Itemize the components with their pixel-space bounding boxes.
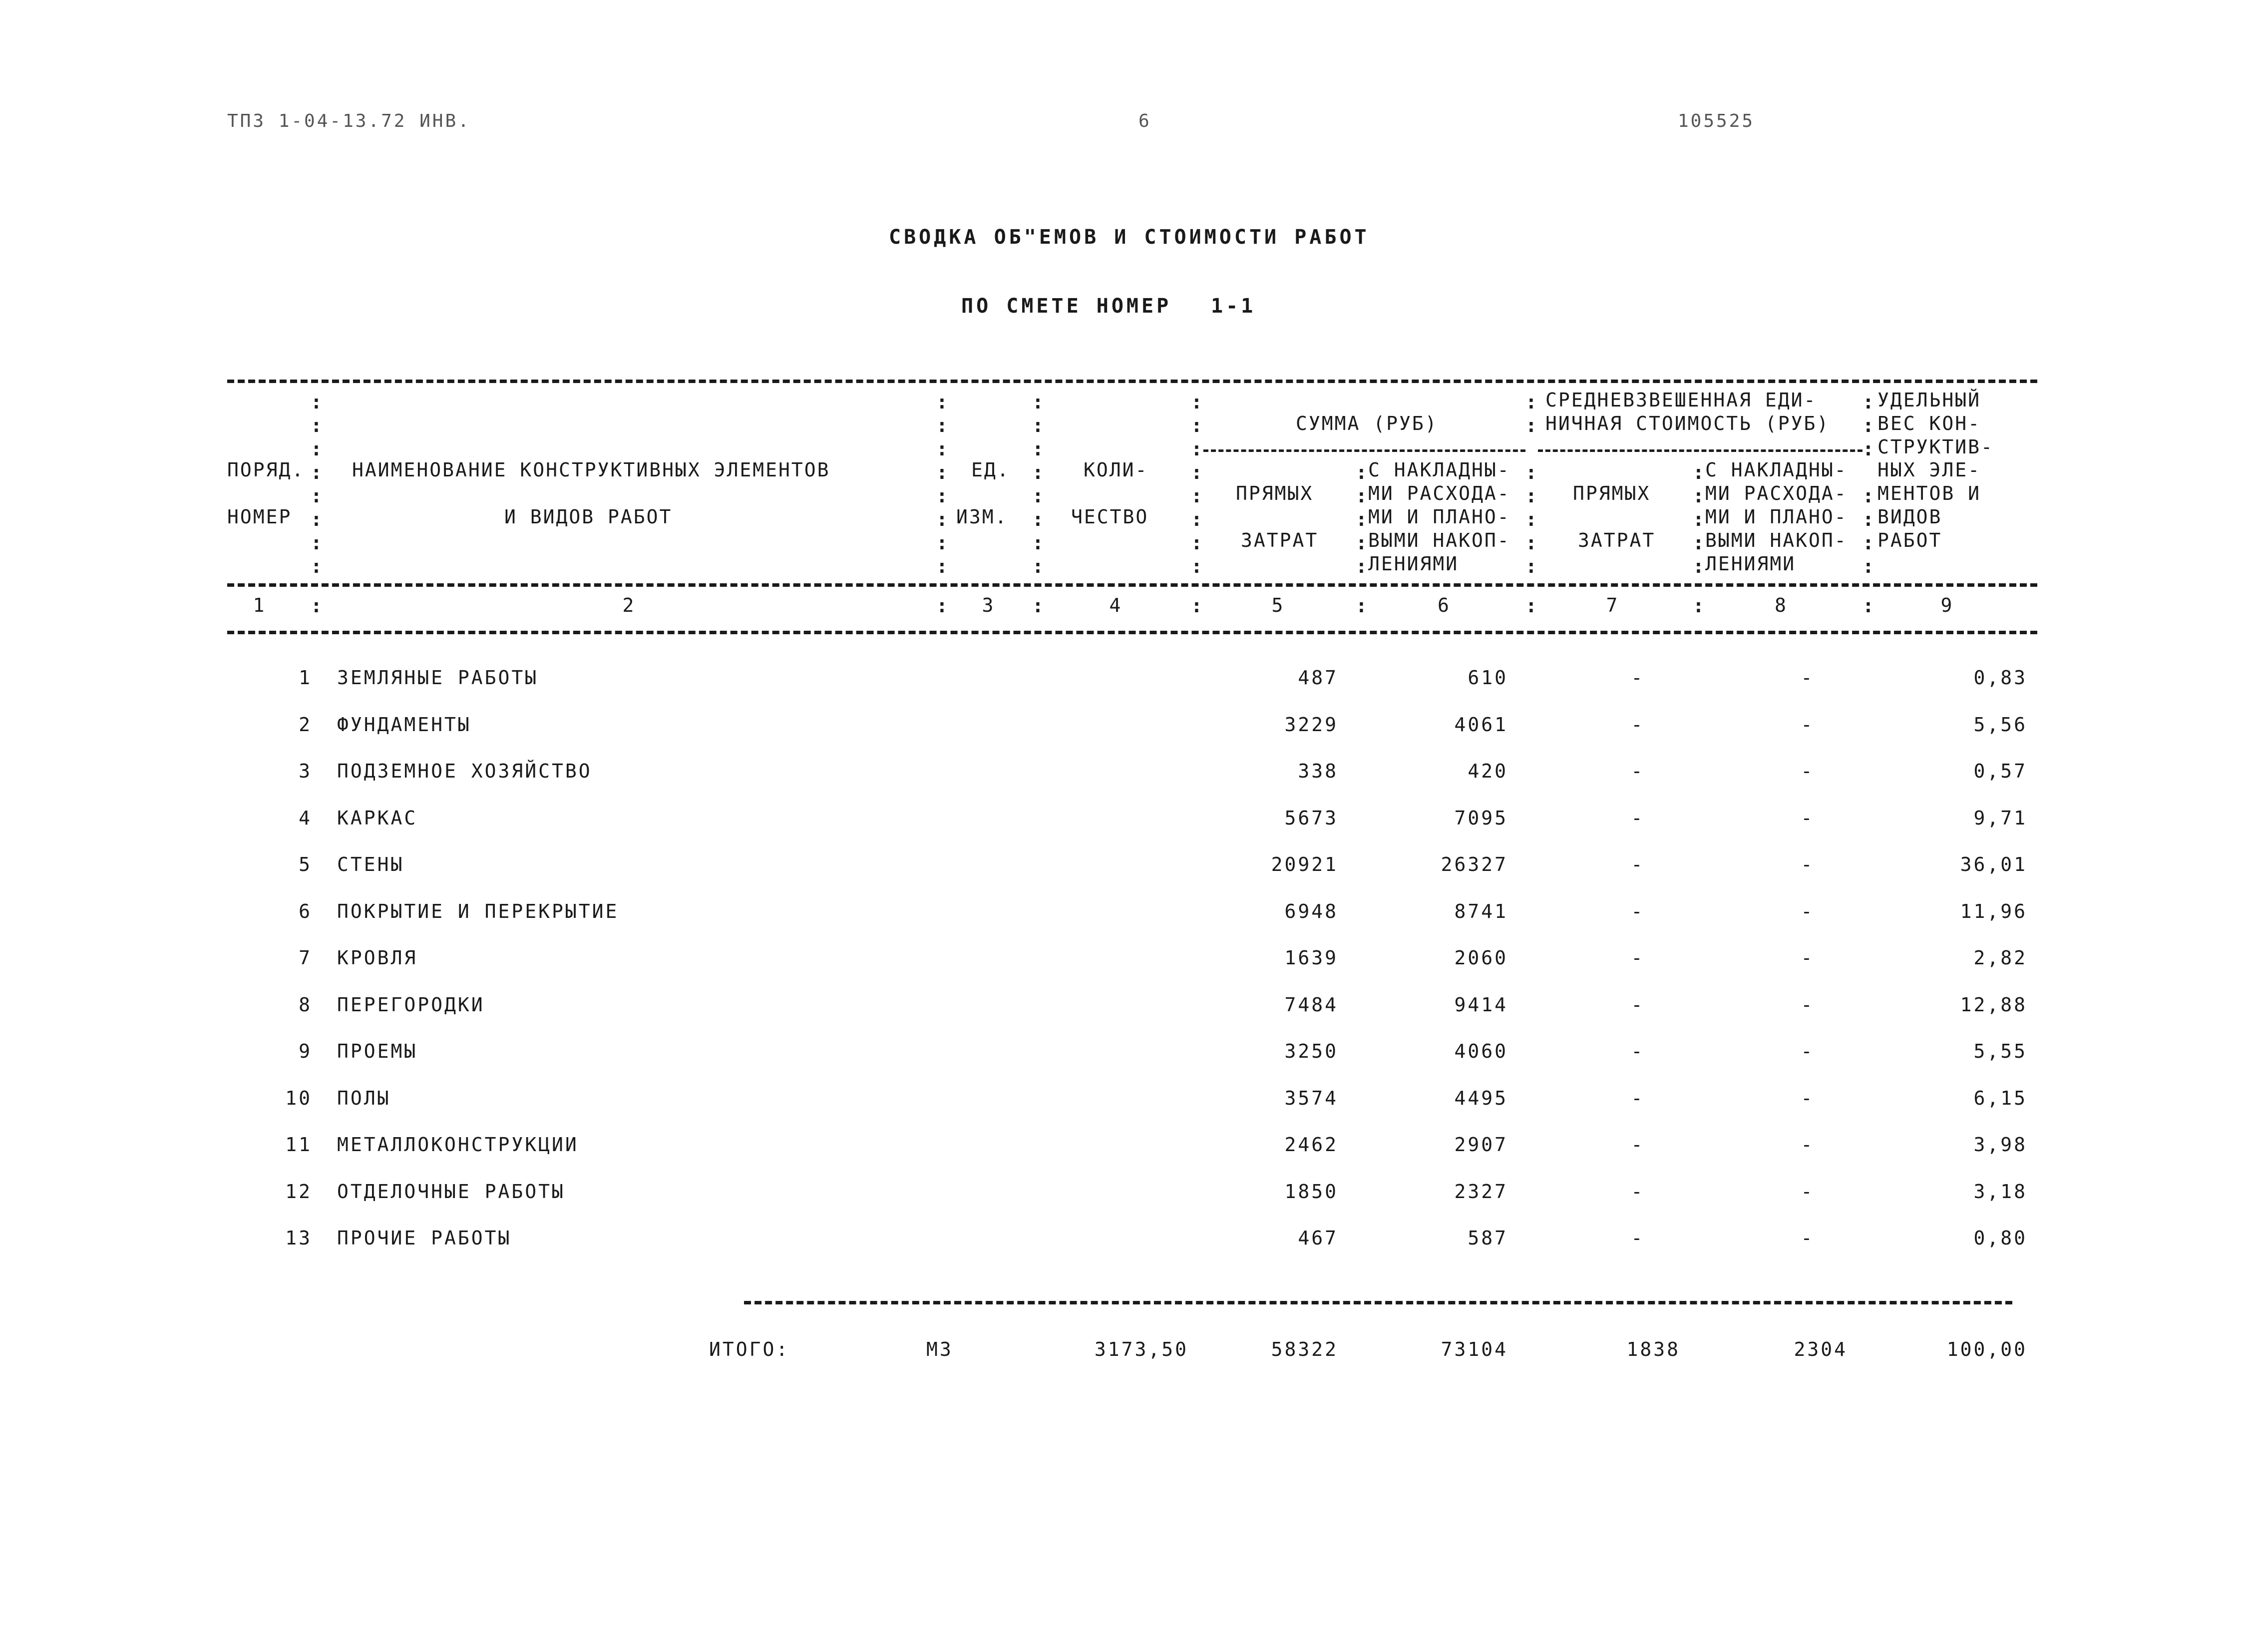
row-direct-cost: 1850 [1284,1181,1338,1203]
row-overhead-cost: 9414 [1454,994,1508,1016]
header-col4-line1: КОЛИ- [1084,459,1148,481]
row-direct-cost: 6948 [1284,900,1338,922]
row-overhead-cost: 587 [1468,1227,1508,1249]
header-sum-group: СУММА (РУБ) [1296,413,1438,434]
row-share: 3,18 [1973,1181,2027,1203]
page-title: СВОДКА ОБ"ЕМОВ И СТОИМОСТИ РАБОТ [889,226,1370,249]
row-avg-direct: - [1631,1181,1645,1203]
row-avg-overhead: - [1801,1227,1815,1249]
header-avg-overhead-line1: С НАКЛАДНЫ- [1705,459,1848,481]
row-number: 2 [299,714,312,736]
row-name: ПРОЕМЫ [337,1040,418,1062]
row-share: 6,15 [1973,1087,2027,1109]
header-separator: : : : : : : : : [1032,391,1044,577]
header-separator: : : : : : [1693,461,1704,577]
column-number-separator: : [1693,595,1704,617]
column-number: 8 [1775,594,1788,616]
row-direct-cost: 7484 [1284,994,1338,1016]
row-overhead-cost: 7095 [1454,807,1508,829]
header-col3-line1: ЕД. [971,459,1010,481]
row-number: 5 [299,853,312,875]
header-sum-overhead-line5: ЛЕНИЯМИ [1368,553,1459,575]
header-bottom-border [227,583,2037,587]
header-col2-line1: НАИМЕНОВАНИЕ КОНСТРУКТИВНЫХ ЭЛЕМЕНТОВ [352,459,830,481]
header-col9-line4: НЫХ ЭЛЕ- [1877,459,1981,481]
header-col9-line3: СТРУКТИВ- [1877,436,1994,458]
row-number: 3 [299,760,312,782]
header-col2-line2: И ВИДОВ РАБОТ [504,506,673,528]
row-overhead-cost: 4495 [1454,1087,1508,1109]
row-number: 11 [285,1134,312,1156]
row-avg-overhead: - [1801,667,1815,689]
row-avg-overhead: - [1801,947,1815,969]
row-overhead-cost: 2327 [1454,1181,1508,1203]
row-avg-direct: - [1631,1227,1645,1249]
row-avg-direct: - [1631,994,1645,1016]
row-avg-direct: - [1631,1040,1645,1062]
subtitle-label: ПО СМЕТЕ НОМЕР [961,295,1172,318]
row-share: 3,98 [1973,1134,2027,1156]
row-avg-overhead: - [1801,760,1815,782]
header-separator: : : : : : : : : [311,391,322,577]
row-avg-direct: - [1631,1087,1645,1109]
row-name: СТЕНЫ [337,853,404,875]
row-overhead-cost: 4060 [1454,1040,1508,1062]
row-avg-direct: - [1631,900,1645,922]
row-direct-cost: 467 [1298,1227,1338,1249]
row-name: КРОВЛЯ [337,947,418,969]
row-avg-direct: - [1631,1134,1645,1156]
header-separator: : : : [1863,391,1874,460]
header-col1-line2: НОМЕР [227,506,292,528]
row-share: 0,80 [1973,1227,2027,1249]
sum-group-divider [1203,449,1525,452]
header-separator: : : : : : [1525,461,1537,577]
row-number: 4 [299,807,312,829]
total-quantity: 3173,50 [1094,1338,1188,1360]
header-avg-group-line2: НИЧНАЯ СТОИМОСТЬ (РУБ) [1545,413,1830,434]
row-share: 5,56 [1973,714,2027,736]
row-overhead-cost: 26327 [1441,853,1508,875]
row-share: 0,57 [1973,760,2027,782]
row-direct-cost: 5673 [1284,807,1338,829]
header-avg-overhead-line2: МИ РАСХОДА- [1705,482,1848,504]
row-avg-overhead: - [1801,1040,1815,1062]
subtitle-value: 1-1 [1211,295,1256,318]
row-share: 9,71 [1973,807,2027,829]
row-number: 13 [285,1227,312,1249]
header-col9-line5: МЕНТОВ И [1877,482,1981,504]
header-separator: : : : : : [1356,461,1367,577]
row-avg-overhead: - [1801,1087,1815,1109]
row-avg-overhead: - [1801,853,1815,875]
row-avg-overhead: - [1801,714,1815,736]
header-col9-line6: ВИДОВ [1877,506,1942,528]
header-col1-line1: ПОРЯД. [227,459,305,481]
row-share: 0,83 [1973,667,2027,689]
header-avg-overhead-line3: МИ И ПЛАНО- [1705,506,1848,528]
header-sum-direct-line2: ЗАТРАТ [1241,529,1319,551]
row-number: 12 [285,1181,312,1203]
row-direct-cost: 2462 [1284,1134,1338,1156]
header-col9-line7: РАБОТ [1877,529,1942,551]
row-name: ПОКРЫТИЕ И ПЕРЕКРЫТИЕ [337,900,619,922]
row-avg-direct: - [1631,714,1645,736]
row-avg-direct: - [1631,853,1645,875]
total-label: ИТОГО: [709,1338,790,1360]
column-number-separator: : [1356,595,1367,617]
total-unit: М3 [926,1338,953,1360]
row-overhead-cost: 8741 [1454,900,1508,922]
header-avg-overhead-line4: ВЫМИ НАКОП- [1705,529,1848,551]
column-number: 9 [1940,594,1954,616]
column-number: 1 [253,594,267,616]
column-number: 6 [1438,594,1451,616]
row-overhead-cost: 2060 [1454,947,1508,969]
total-avg-overhead: 2304 [1794,1338,1848,1360]
row-number: 7 [299,947,312,969]
row-name: МЕТАЛЛОКОНСТРУКЦИИ [337,1134,579,1156]
column-numbers-bottom-border [227,631,2037,634]
header-sum-overhead-line3: МИ И ПЛАНО- [1368,506,1510,528]
doc-number: 105525 [1678,111,1755,131]
row-avg-direct: - [1631,947,1645,969]
column-number: 2 [622,594,636,616]
table-top-border [227,380,2037,383]
column-number: 4 [1109,594,1123,616]
header-separator: : : : : : : : : [1191,391,1202,577]
row-number: 8 [299,994,312,1016]
header-sum-overhead-line1: С НАКЛАДНЫ- [1368,459,1510,481]
header-separator: : : [1525,391,1537,436]
row-name: ПОЛЫ [337,1087,391,1109]
row-avg-overhead: - [1801,900,1815,922]
row-direct-cost: 3574 [1284,1087,1338,1109]
row-number: 9 [299,1040,312,1062]
page-number: 6 [1138,111,1151,131]
row-overhead-cost: 610 [1468,667,1508,689]
row-share: 5,55 [1973,1040,2027,1062]
header-avg-direct-line1: ПРЯМЫХ [1573,482,1651,504]
header-avg-group-line1: СРЕДНЕВЗВЕШЕННАЯ ЕДИ- [1545,389,1817,411]
header-col3-line2: ИЗМ. [956,506,1008,528]
column-number: 3 [982,594,996,616]
total-direct: 58322 [1271,1338,1338,1360]
column-number-separator: : [1863,595,1874,617]
row-name: ОТДЕЛОЧНЫЕ РАБОТЫ [337,1181,565,1203]
header-sum-direct-line1: ПРЯМЫХ [1236,482,1314,504]
total-separator [744,1301,2012,1304]
row-direct-cost: 3250 [1284,1040,1338,1062]
row-name: ПОДЗЕМНОЕ ХОЗЯЙСТВО [337,760,592,782]
row-name: ПРОЧИЕ РАБОТЫ [337,1227,512,1249]
column-number-separator: : [1191,595,1202,617]
row-name: КАРКАС [337,807,418,829]
doc-code: ТПЗ 1-04-13.72 ИНВ. [227,111,471,131]
header-col9-line2: ВЕС КОН- [1877,413,1981,434]
row-avg-overhead: - [1801,1134,1815,1156]
row-direct-cost: 487 [1298,667,1338,689]
row-direct-cost: 3229 [1284,714,1338,736]
row-share: 36,01 [1960,853,2027,875]
avg-group-divider [1538,449,1863,452]
column-number-separator: : [1525,595,1537,617]
column-number: 7 [1606,594,1620,616]
row-number: 1 [299,667,312,689]
row-number: 10 [285,1087,312,1109]
total-overhead: 73104 [1441,1338,1508,1360]
total-share: 100,00 [1946,1338,2027,1360]
row-direct-cost: 338 [1298,760,1338,782]
row-share: 11,96 [1960,900,2027,922]
row-name: ФУНДАМЕНТЫ [337,714,471,736]
column-number-separator: : [1032,595,1044,617]
header-avg-overhead-line5: ЛЕНИЯМИ [1705,553,1796,575]
row-direct-cost: 20921 [1271,853,1338,875]
row-overhead-cost: 4061 [1454,714,1508,736]
column-number-separator: : [936,595,948,617]
header-col4-line2: ЧЕСТВО [1071,506,1149,528]
row-name: ПЕРЕГОРОДКИ [337,994,485,1016]
row-overhead-cost: 2907 [1454,1134,1508,1156]
header-avg-direct-line2: ЗАТРАТ [1578,529,1656,551]
row-avg-direct: - [1631,667,1645,689]
row-name: ЗЕМЛЯНЫЕ РАБОТЫ [337,667,539,689]
header-sum-overhead-line4: ВЫМИ НАКОП- [1368,529,1510,551]
row-avg-overhead: - [1801,807,1815,829]
row-share: 2,82 [1973,947,2027,969]
row-overhead-cost: 420 [1468,760,1508,782]
row-avg-direct: - [1631,807,1645,829]
row-avg-overhead: - [1801,994,1815,1016]
total-avg-direct: 1838 [1626,1338,1680,1360]
row-number: 6 [299,900,312,922]
row-avg-overhead: - [1801,1181,1815,1203]
row-share: 12,88 [1960,994,2027,1016]
column-number-separator: : [311,595,322,617]
header-separator: : : : : : : : : [936,391,948,577]
header-col9-line1: УДЕЛЬНЫЙ [1877,389,1981,411]
row-direct-cost: 1639 [1284,947,1338,969]
row-avg-direct: - [1631,760,1645,782]
header-sum-overhead-line2: МИ РАСХОДА- [1368,482,1510,504]
column-number: 5 [1271,594,1285,616]
header-separator: : : : : [1863,485,1874,577]
